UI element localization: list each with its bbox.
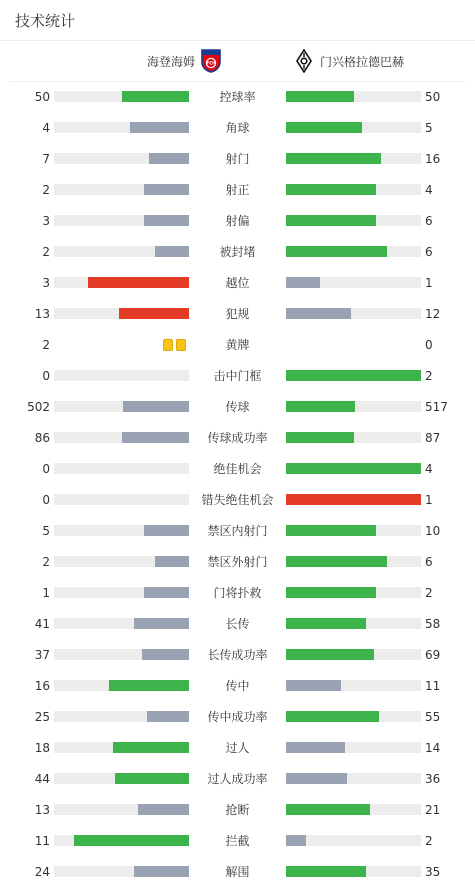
home-bar-track [54, 401, 189, 412]
away-value: 35 [425, 865, 441, 879]
away-bar-track [286, 401, 421, 412]
stat-row [0, 82, 475, 113]
away-value: 58 [425, 617, 441, 631]
home-bar [119, 308, 189, 319]
home-bar [144, 215, 189, 226]
away-value: 2 [425, 586, 433, 600]
away-value: 2 [425, 834, 433, 848]
away-bar-track [286, 618, 421, 629]
home-bar-track [54, 494, 189, 505]
stats-list [0, 82, 475, 888]
home-bar-track [54, 835, 189, 846]
away-bar-track [286, 525, 421, 536]
away-value: 1 [425, 276, 433, 290]
stat-label: 传中 [225, 679, 250, 693]
away-value: 11 [425, 679, 441, 693]
home-value: 1 [42, 586, 50, 600]
away-bar-track [286, 122, 421, 133]
home-bar-track [54, 773, 189, 784]
home-bar-track [54, 587, 189, 598]
home-bar [144, 184, 189, 195]
away-bar-track [286, 370, 421, 381]
away-bar [286, 246, 387, 257]
stat-label: 击中门框 [213, 369, 262, 383]
home-bar-track [54, 215, 189, 226]
away-bar [286, 525, 376, 536]
away-bar [286, 866, 366, 877]
home-value: 25 [34, 710, 50, 724]
stat-row [0, 795, 475, 826]
home-bar [113, 742, 189, 753]
stat-label: 长传成功率 [207, 648, 268, 662]
away-bar-track [286, 463, 421, 474]
page-title: 技术统计 [15, 12, 76, 30]
away-bar [286, 494, 421, 505]
away-bar-track [286, 680, 421, 691]
away-bar [286, 91, 354, 102]
away-value: 6 [425, 245, 433, 259]
away-bar [286, 587, 376, 598]
stat-label: 过人成功率 [207, 772, 268, 786]
stat-row [0, 516, 475, 547]
home-value: 0 [42, 462, 50, 476]
section-header [0, 0, 475, 41]
heidenheim-crest-icon [201, 49, 221, 73]
stat-row [0, 702, 475, 733]
away-bar [286, 680, 341, 691]
home-value: 2 [42, 183, 50, 197]
away-bar [286, 122, 362, 133]
home-value: 13 [34, 803, 50, 817]
away-bar-track [286, 494, 421, 505]
home-bar-track [54, 91, 189, 102]
home-bar [134, 618, 189, 629]
stat-row [0, 671, 475, 702]
stat-label: 传球成功率 [207, 431, 268, 445]
away-bar-track [286, 184, 421, 195]
away-value: 36 [425, 772, 441, 786]
home-value: 2 [42, 555, 50, 569]
stat-label: 抢断 [225, 803, 250, 817]
home-bar [134, 866, 189, 877]
home-bar-track [54, 742, 189, 753]
stat-label: 角球 [225, 121, 250, 135]
home-bar [142, 649, 189, 660]
home-bar [74, 835, 189, 846]
away-bar-track [286, 649, 421, 660]
home-value: 5 [42, 524, 50, 538]
home-bar-track [54, 246, 189, 257]
stat-row [0, 826, 475, 857]
away-value: 16 [425, 152, 441, 166]
home-bar [138, 804, 189, 815]
away-value: 21 [425, 803, 441, 817]
stat-label: 绝佳机会 [213, 462, 262, 476]
home-bar-track [54, 463, 189, 474]
stat-row [0, 175, 475, 206]
away-bar-track [286, 742, 421, 753]
gladbach-crest-icon [296, 49, 312, 73]
stat-label: 门将扑救 [213, 586, 262, 600]
home-value: 24 [34, 865, 50, 879]
svg-text:FCH: FCH [206, 60, 216, 66]
home-bar [155, 556, 189, 567]
away-bar [286, 649, 374, 660]
stat-row [0, 361, 475, 392]
stat-row [0, 237, 475, 268]
away-bar-track [286, 866, 421, 877]
stat-row [0, 144, 475, 175]
away-value: 517 [425, 400, 448, 414]
home-team [147, 41, 221, 81]
away-bar-track [286, 804, 421, 815]
home-bar [88, 277, 189, 288]
away-value: 2 [425, 369, 433, 383]
home-team-name: 海登海姆 [146, 54, 195, 69]
stat-label: 传球 [225, 400, 250, 414]
away-bar [286, 215, 376, 226]
home-bar [122, 91, 190, 102]
away-value: 69 [425, 648, 441, 662]
stat-row [0, 268, 475, 299]
yellow-card-icon [176, 339, 186, 351]
away-value: 55 [425, 710, 441, 724]
home-bar-track [54, 153, 189, 164]
yellow-cards [163, 339, 186, 352]
stat-row [0, 547, 475, 578]
away-team [296, 41, 404, 81]
home-bar [144, 525, 189, 536]
away-value: 1 [425, 493, 433, 507]
home-value: 37 [34, 648, 50, 662]
home-bar [123, 401, 189, 412]
away-value: 87 [425, 431, 441, 445]
home-bar-track [54, 370, 189, 381]
away-bar-track [286, 308, 421, 319]
home-bar-track [54, 277, 189, 288]
home-bar-track [54, 711, 189, 722]
home-bar-track [54, 308, 189, 319]
stat-row [0, 423, 475, 454]
away-bar-track [286, 556, 421, 567]
stat-row [0, 113, 475, 144]
away-team-name: 门兴格拉德巴赫 [320, 54, 405, 69]
stat-label: 禁区外射门 [207, 555, 268, 569]
away-bar [286, 463, 421, 474]
home-value: 16 [34, 679, 50, 693]
stat-row [0, 206, 475, 237]
away-bar [286, 711, 379, 722]
away-value: 0 [425, 338, 433, 352]
home-value: 7 [42, 152, 50, 166]
home-value: 0 [42, 493, 50, 507]
stat-label: 射门 [225, 152, 250, 166]
away-bar [286, 184, 376, 195]
away-bar [286, 401, 355, 412]
away-bar-track [286, 215, 421, 226]
home-bar-track [54, 649, 189, 660]
home-value: 11 [34, 834, 50, 848]
stat-row [0, 764, 475, 795]
stat-label: 错失绝佳机会 [201, 493, 274, 507]
stat-label: 射正 [225, 183, 250, 197]
home-value: 0 [42, 369, 50, 383]
home-bar-track [54, 432, 189, 443]
away-bar [286, 432, 354, 443]
away-value: 5 [425, 121, 433, 135]
home-bar-track [54, 556, 189, 567]
home-bar [130, 122, 189, 133]
stat-row [0, 485, 475, 516]
away-bar [286, 773, 347, 784]
away-bar [286, 618, 366, 629]
away-bar [286, 556, 387, 567]
stat-label: 被封堵 [219, 245, 256, 259]
stat-row [0, 454, 475, 485]
stat-row [0, 857, 475, 888]
away-bar-track [286, 91, 421, 102]
away-bar [286, 308, 351, 319]
away-bar-track [286, 711, 421, 722]
teams-row [10, 41, 465, 82]
home-bar [109, 680, 189, 691]
stat-label: 越位 [225, 276, 250, 290]
home-bar-track [54, 184, 189, 195]
stat-row [0, 733, 475, 764]
stat-label: 拦截 [225, 834, 250, 848]
stat-label: 犯规 [225, 307, 250, 321]
home-bar [115, 773, 189, 784]
home-value: 18 [34, 741, 50, 755]
stat-label: 黄牌 [225, 338, 250, 352]
stat-row [0, 299, 475, 330]
yellow-card-icon [163, 339, 173, 351]
away-value: 6 [425, 214, 433, 228]
home-value: 2 [42, 245, 50, 259]
away-bar [286, 370, 421, 381]
stat-label: 禁区内射门 [207, 524, 268, 538]
stat-label: 传中成功率 [207, 710, 268, 724]
home-bar [122, 432, 190, 443]
home-value: 4 [42, 121, 50, 135]
stat-row [0, 392, 475, 423]
away-bar [286, 835, 306, 846]
home-bar [155, 246, 189, 257]
away-value: 14 [425, 741, 441, 755]
stat-row [0, 609, 475, 640]
home-value: 41 [34, 617, 50, 631]
stat-label: 射偏 [225, 214, 250, 228]
away-value: 50 [425, 90, 441, 104]
home-value: 502 [27, 400, 50, 414]
away-bar [286, 277, 320, 288]
stat-row [0, 578, 475, 609]
away-bar-track [286, 246, 421, 257]
home-bar-track [54, 525, 189, 536]
away-value: 4 [425, 183, 433, 197]
home-value: 3 [42, 214, 50, 228]
stat-label: 长传 [225, 617, 250, 631]
home-bar [144, 587, 189, 598]
away-bar-track [286, 432, 421, 443]
home-bar-track [54, 804, 189, 815]
home-value: 86 [34, 431, 50, 445]
away-bar [286, 742, 345, 753]
away-value: 4 [425, 462, 433, 476]
home-value: 44 [34, 772, 50, 786]
away-bar-track [286, 153, 421, 164]
away-bar-track [286, 587, 421, 598]
away-bar [286, 804, 370, 815]
away-bar-track [286, 773, 421, 784]
home-value: 2 [42, 338, 50, 352]
home-value: 3 [42, 276, 50, 290]
home-bar-track [54, 680, 189, 691]
stat-row [0, 640, 475, 671]
home-bar [149, 153, 190, 164]
home-bar-track [54, 866, 189, 877]
home-bar [147, 711, 189, 722]
stat-label: 过人 [225, 741, 250, 755]
home-bar-track [54, 618, 189, 629]
stat-label: 控球率 [219, 90, 256, 104]
away-bar-track [286, 277, 421, 288]
stat-label: 解围 [225, 865, 250, 879]
away-bar [286, 153, 381, 164]
home-bar-track [54, 122, 189, 133]
stat-row [0, 330, 475, 361]
away-value: 6 [425, 555, 433, 569]
away-bar-track [286, 835, 421, 846]
home-value: 13 [34, 307, 50, 321]
away-value: 10 [425, 524, 441, 538]
home-value: 50 [34, 90, 50, 104]
away-value: 12 [425, 307, 441, 321]
